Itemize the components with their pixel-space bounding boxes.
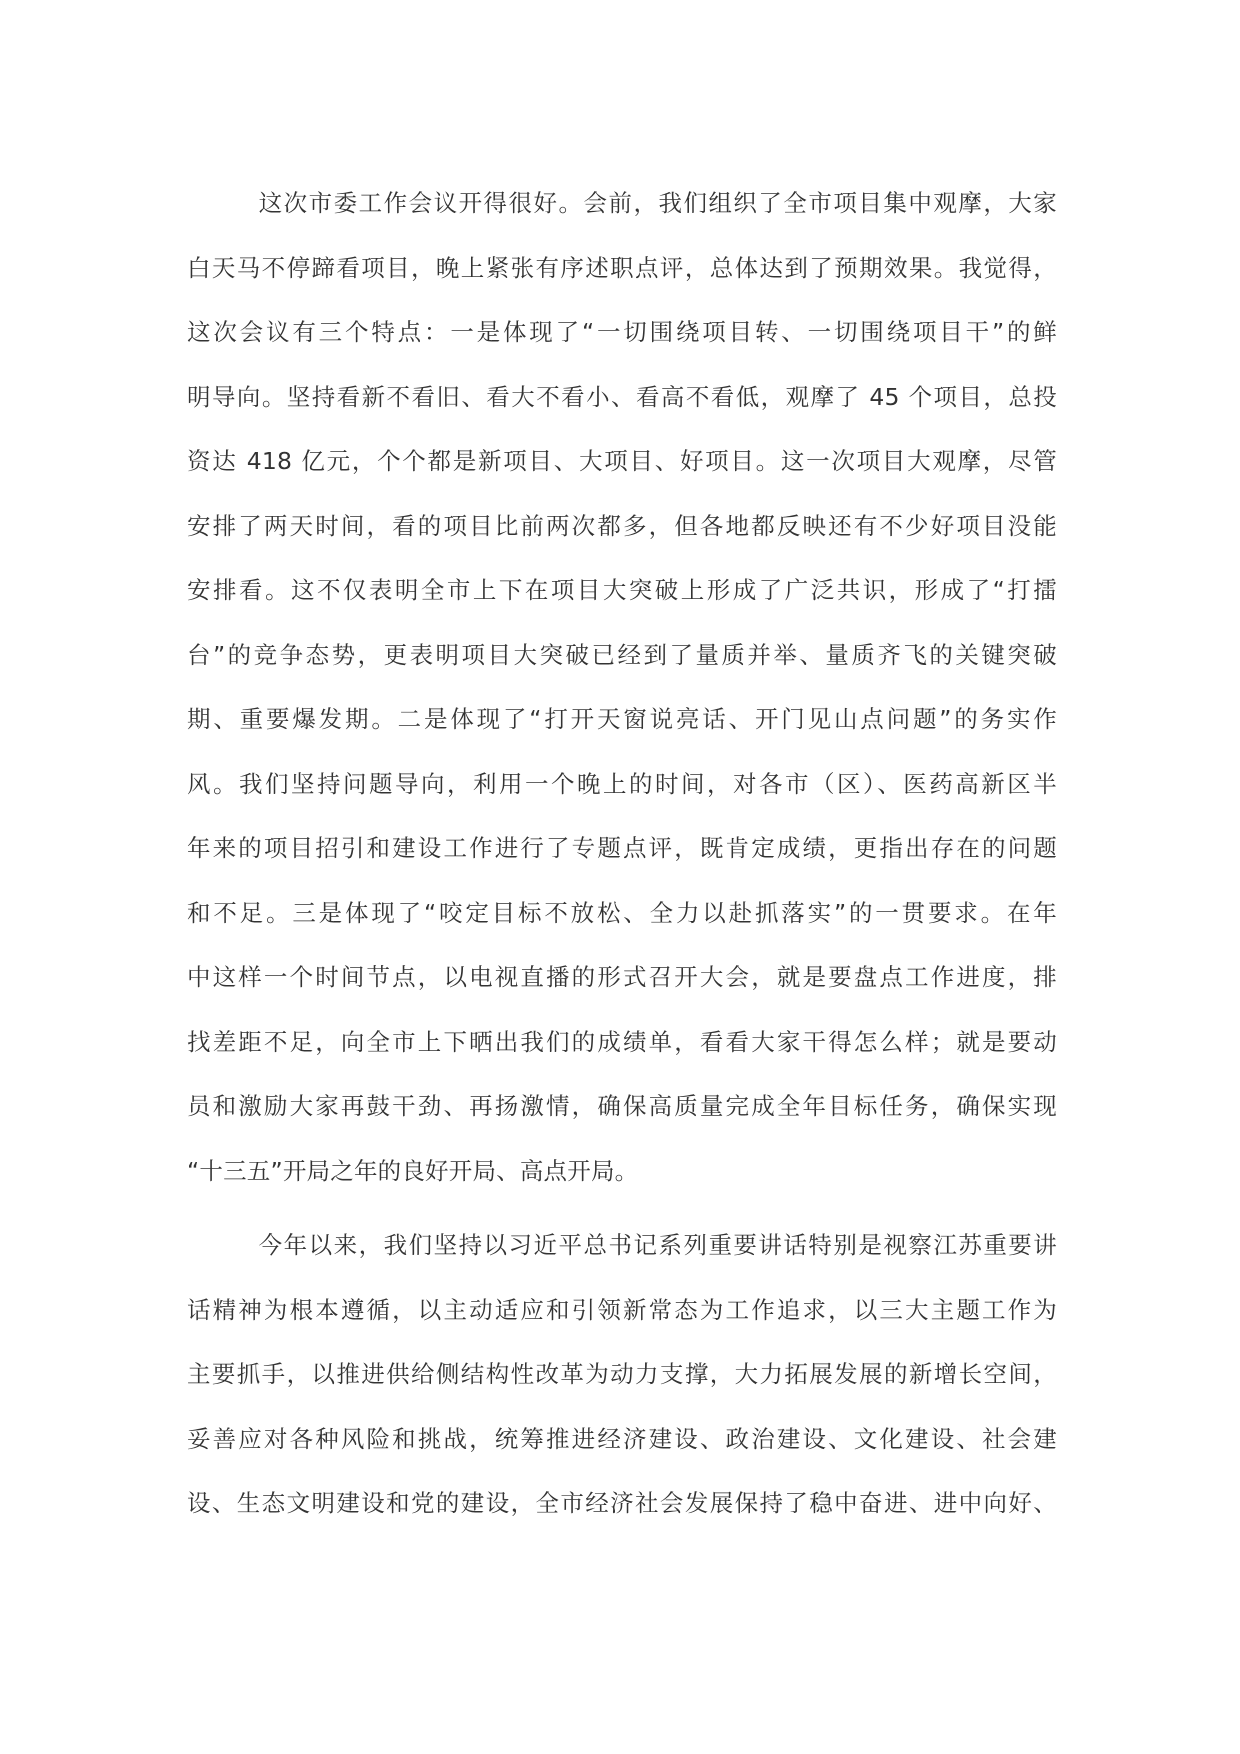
text-line: 安排看。这不仅表明全市上下在项目大突破上形成了广泛共识，形成了“打擂 (187, 576, 1057, 604)
text-line: 这次市委工作会议开得很好。会前，我们组织了全市项目集中观摩，大家 (187, 189, 1057, 217)
text-line: 妥善应对各种风险和挑战，统筹推进经济建设、政治建设、文化建设、社会建 (187, 1424, 1057, 1453)
text-line: 主要抓手，以推进供给侧结构性改革为动力支撑，大力拓展发展的新增长空间， (187, 1360, 1057, 1388)
text-line: 安排了两天时间，看的项目比前两次都多，但各地都反映还有不少好项目没能 (187, 511, 1057, 540)
text-line: 今年以来，我们坚持以习近平总书记系列重要讲话特别是视察江苏重要讲 (187, 1231, 1057, 1259)
text-line: 找差距不足，向全市上下晒出我们的成绩单，看看大家干得怎么样；就是要动 (187, 1027, 1057, 1056)
text-line: 白天马不停蹄看项目，晚上紧张有序述职点评，总体达到了预期效果。我觉得， (187, 253, 1057, 282)
text-line: 和不足。三是体现了“咬定目标不放松、全力以赴抓落实”的一贯要求。在年 (187, 898, 1057, 927)
text-line: 期、重要爆发期。二是体现了“打开天窗说亮话、开门见山点问题”的务实作 (187, 705, 1057, 733)
text-line: 明导向。坚持看新不看旧、看大不看小、看高不看低，观摩了 45 个项目，总投 (187, 382, 1057, 411)
text-line: 话精神为根本遵循，以主动适应和引领新常态为工作追求，以三大主题工作为 (187, 1295, 1057, 1324)
text-line: 员和激励大家再鼓干劲、再扬激情，确保高质量完成全年目标任务，确保实现 (187, 1092, 1057, 1120)
text-line: 资达 418 亿元，个个都是新项目、大项目、好项目。这一次项目大观摩，尽管 (187, 447, 1057, 475)
paragraph-1 (187, 171, 1057, 1203)
text-line: 这次会议有三个特点：一是体现了“一切围绕项目转、一切围绕项目干”的鲜 (187, 318, 1057, 346)
text-line: 年来的项目招引和建设工作进行了专题点评，既肯定成绩，更指出存在的问题 (187, 834, 1057, 862)
body-text (187, 171, 1057, 1536)
paragraph-2 (187, 1213, 1057, 1536)
text-line: 中这样一个时间节点，以电视直播的形式召开大会，就是要盘点工作进度，排 (187, 963, 1057, 991)
text-line: 台”的竞争态势，更表明项目大突破已经到了量质并举、量质齐飞的关键突破 (187, 640, 1057, 669)
text-line: “十三五”开局之年的良好开局、高点开局。 (187, 1156, 639, 1185)
text-line: 设、生态文明建设和党的建设，全市经济社会发展保持了稳中奋进、进中向好、 (187, 1489, 1057, 1517)
text-line: 风。我们坚持问题导向，利用一个晚上的时间，对各市（区）、医药高新区半 (187, 769, 1057, 798)
